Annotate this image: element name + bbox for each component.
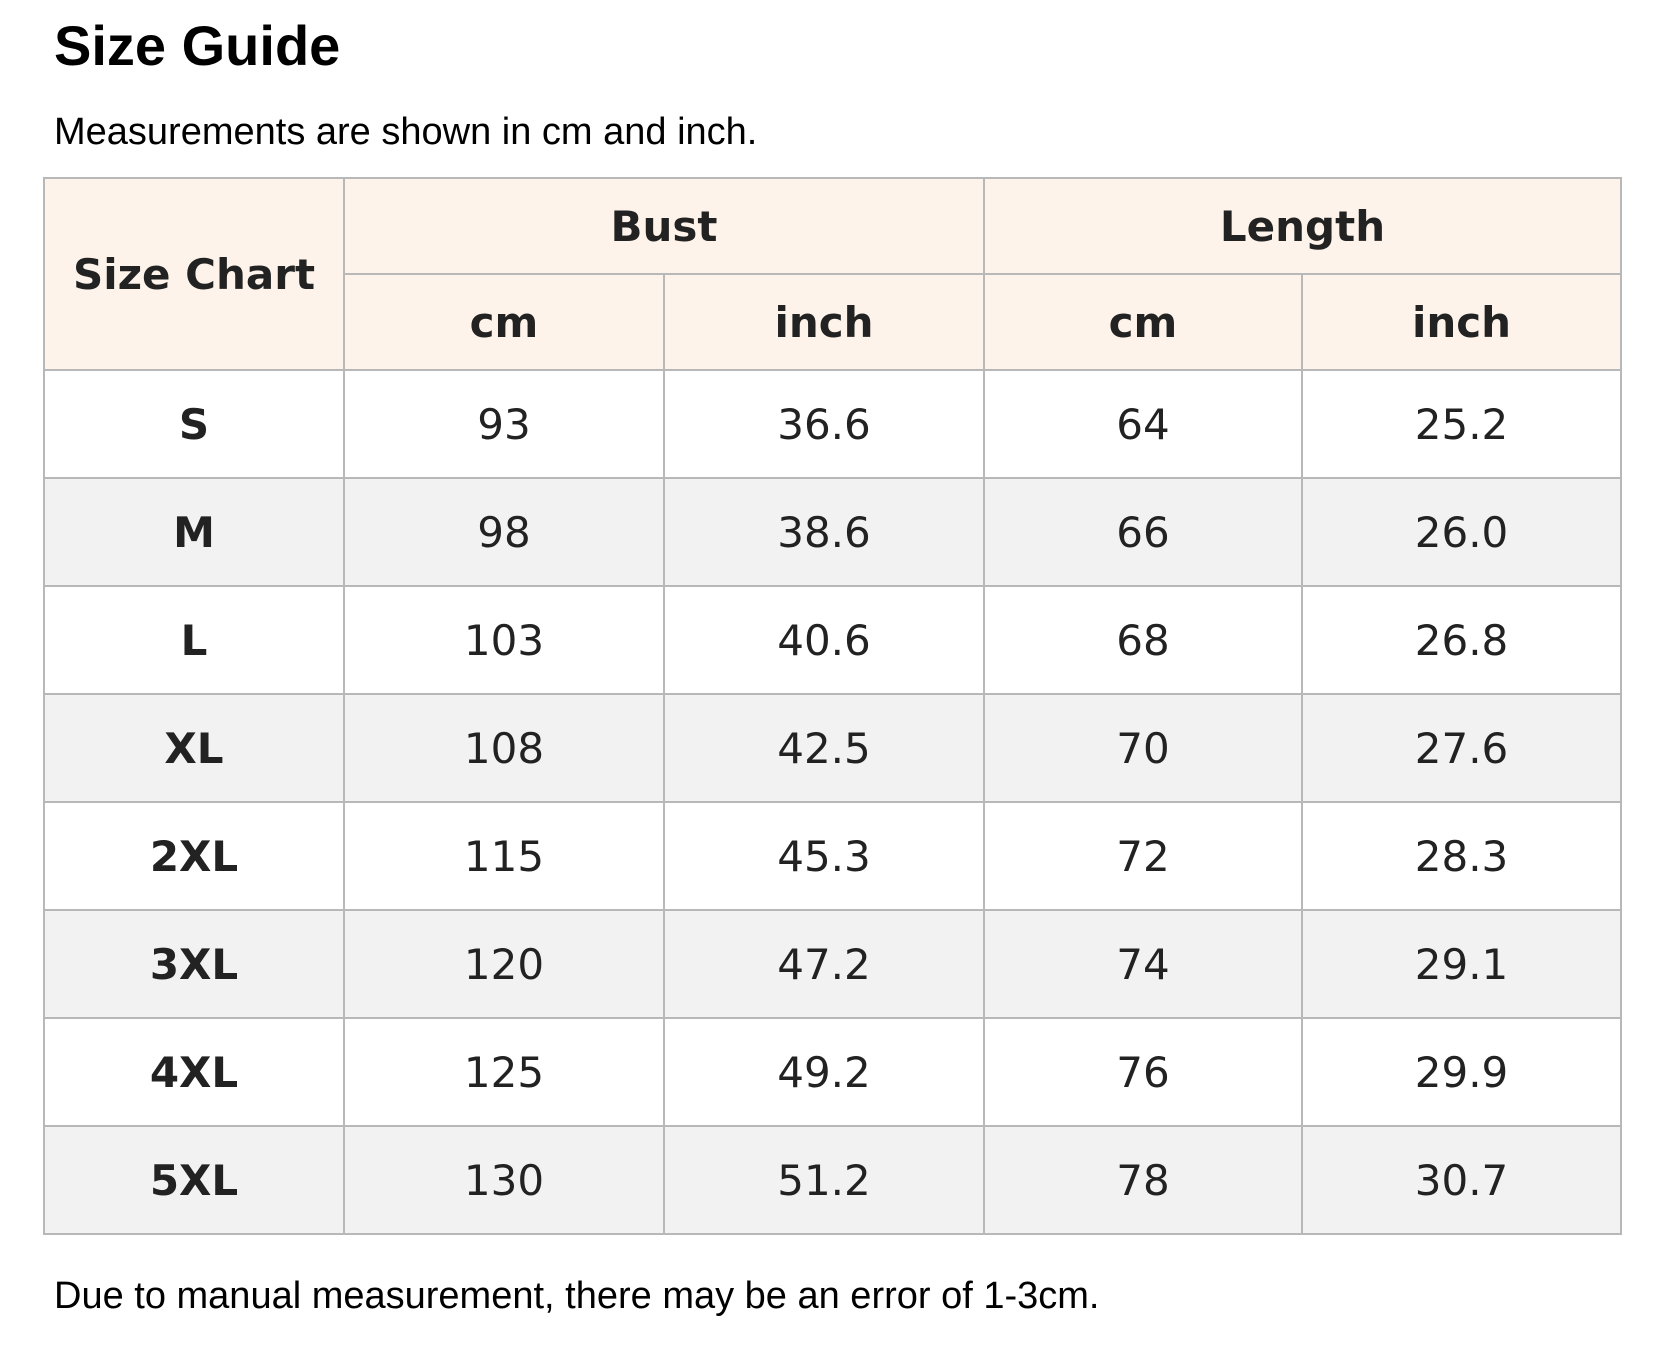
length-cm-cell: 76 [984, 1018, 1302, 1126]
size-cell: 5XL [44, 1126, 344, 1234]
bust-cm-cell: 120 [344, 910, 664, 1018]
length-cm-cell: 78 [984, 1126, 1302, 1234]
bust-cm-cell: 103 [344, 586, 664, 694]
table-row [44, 802, 1621, 910]
length-cm-cell: 68 [984, 586, 1302, 694]
length-cm-cell: 64 [984, 370, 1302, 478]
bust-inch-cell: 45.3 [664, 802, 984, 910]
bust-cm-cell: 98 [344, 478, 664, 586]
bust-inch-header: inch [664, 274, 984, 370]
bust-inch-cell: 40.6 [664, 586, 984, 694]
table-header [44, 178, 1621, 370]
length-inch-cell: 25.2 [1302, 370, 1621, 478]
length-cm-cell: 74 [984, 910, 1302, 1018]
length-inch-cell: 26.8 [1302, 586, 1621, 694]
bust-cm-cell: 125 [344, 1018, 664, 1126]
size-chart-header: Size Chart [44, 178, 344, 370]
size-cell: M [44, 478, 344, 586]
length-inch-cell: 30.7 [1302, 1126, 1621, 1234]
length-cm-cell: 72 [984, 802, 1302, 910]
bust-inch-cell: 47.2 [664, 910, 984, 1018]
table-row [44, 586, 1621, 694]
page-subtitle: Measurements are shown in cm and inch. [54, 111, 758, 153]
size-cell: L [44, 586, 344, 694]
bust-cm-cell: 115 [344, 802, 664, 910]
table-row [44, 1018, 1621, 1126]
table-row [44, 910, 1621, 1018]
table-row [44, 694, 1621, 802]
bust-inch-cell: 42.5 [664, 694, 984, 802]
bust-cm-cell: 130 [344, 1126, 664, 1234]
bust-inch-cell: 38.6 [664, 478, 984, 586]
bust-cm-cell: 108 [344, 694, 664, 802]
bust-inch-cell: 36.6 [664, 370, 984, 478]
bust-header: Bust [344, 178, 984, 274]
length-header: Length [984, 178, 1621, 274]
length-inch-cell: 27.6 [1302, 694, 1621, 802]
size-cell: XL [44, 694, 344, 802]
bust-inch-cell: 51.2 [664, 1126, 984, 1234]
table-body [44, 370, 1621, 1234]
size-cell: S [44, 370, 344, 478]
size-cell: 2XL [44, 802, 344, 910]
table-row [44, 478, 1621, 586]
page-title: Size Guide [54, 14, 341, 77]
length-cm-header: cm [984, 274, 1302, 370]
length-inch-cell: 28.3 [1302, 802, 1621, 910]
length-inch-header: inch [1302, 274, 1621, 370]
size-cell: 4XL [44, 1018, 344, 1126]
table-row [44, 1126, 1621, 1234]
bust-cm-header: cm [344, 274, 664, 370]
bust-inch-cell: 49.2 [664, 1018, 984, 1126]
bust-cm-cell: 93 [344, 370, 664, 478]
length-inch-cell: 29.9 [1302, 1018, 1621, 1126]
header-row-groups [44, 178, 1621, 274]
length-inch-cell: 29.1 [1302, 910, 1621, 1018]
measurement-note: Due to manual measurement, there may be an error of 1-3cm. [54, 1275, 1100, 1317]
length-inch-cell: 26.0 [1302, 478, 1621, 586]
size-cell: 3XL [44, 910, 344, 1018]
size-chart-table [43, 177, 1622, 1235]
length-cm-cell: 66 [984, 478, 1302, 586]
table-row [44, 370, 1621, 478]
length-cm-cell: 70 [984, 694, 1302, 802]
